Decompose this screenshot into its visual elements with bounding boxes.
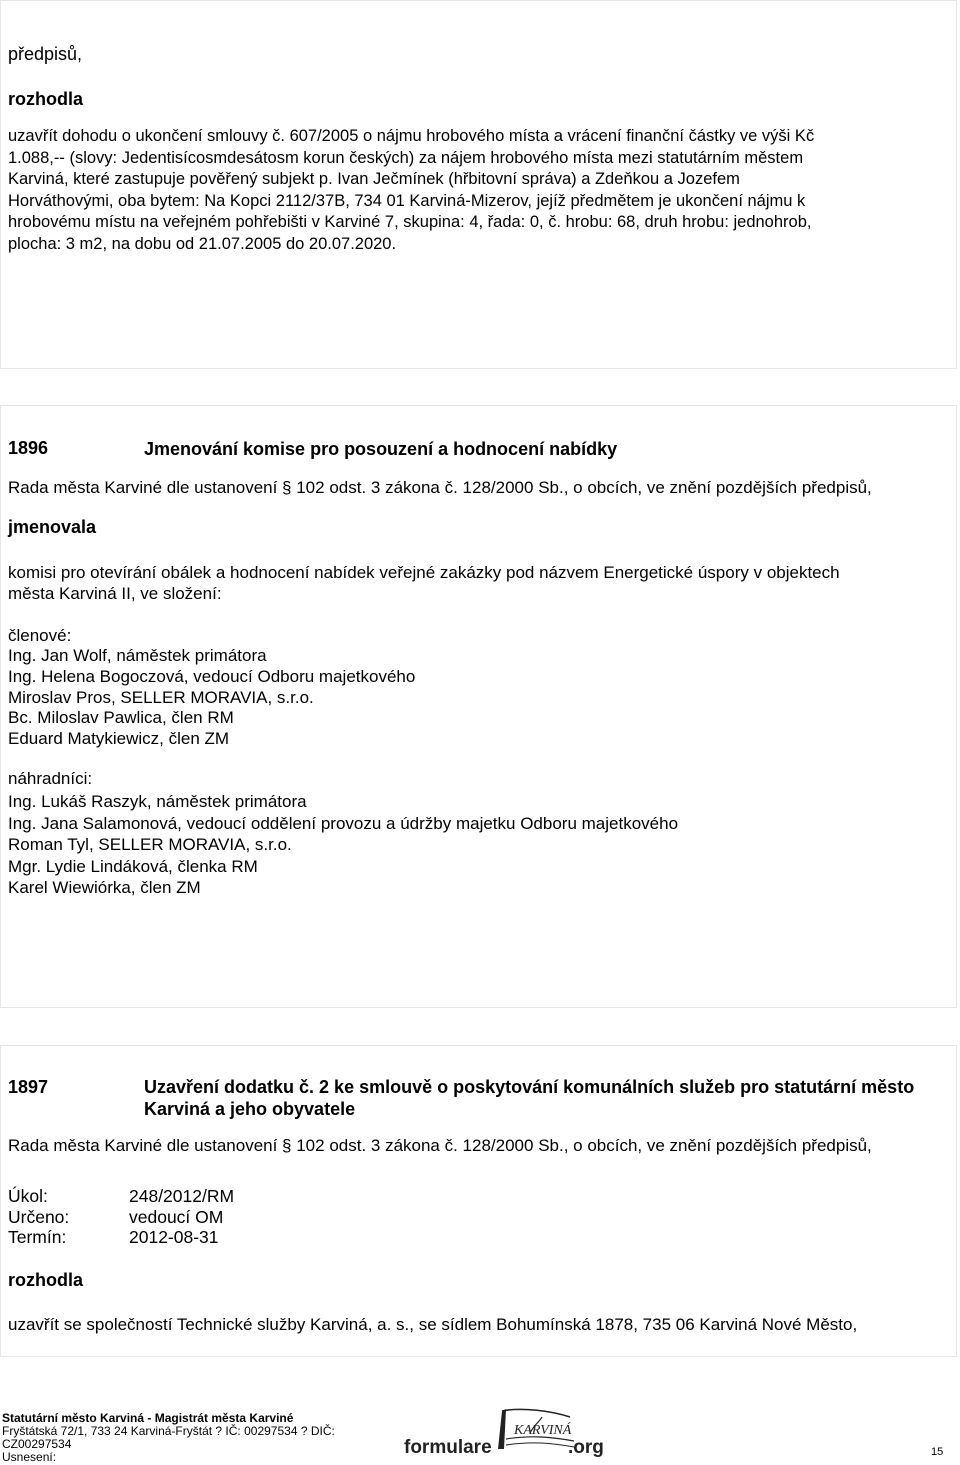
paragraph-line: Horváthovými, oba bytem: Na Kopci 2112/37B, 734 01 Karviná-Mizerov, jejíž předmětem je ukončení nájmu k [8, 191, 806, 210]
member-item: Ing. Helena Bogoczová, vedoucí Odboru majetkového [8, 666, 416, 686]
footer-address: Fryštátská 72/1, 733 24 Karviná-Fryštát ? IČ: 00297534 ? DIČ: [2, 1424, 335, 1438]
footer-org-name: Statutární město Karviná - Magistrát města Karviné [2, 1411, 294, 1425]
resolution-title [144, 1076, 914, 1120]
member-item: Ing. Jan Wolf, náměstek primátora [8, 646, 267, 665]
task-label: Úkol: [8, 1186, 48, 1206]
substitute-item: Karel Wiewiórka, člen ZM [8, 878, 201, 897]
deadline-value: 2012-08-31 [129, 1227, 219, 1247]
substitute-item: Ing. Lukáš Raszyk, náměstek primátora [8, 792, 307, 811]
decision-heading: rozhodla [8, 89, 83, 109]
footer-cut-line: Usnesení: [2, 1450, 57, 1464]
resolution-number: 1897 [8, 1077, 49, 1097]
decision-heading: rozhodla [8, 1270, 83, 1290]
assigned-label: Určeno: [8, 1207, 70, 1227]
paragraph-line: uzavřít dohodu o ukončení smlouvy č. 607/2005 o nájmu hrobového místa a vrácení finanční částky ve výši Kč [8, 127, 815, 145]
decision-heading: jmenovala [8, 517, 97, 537]
paragraph-line: Karviná, které zastupuje pověřený subjekt p. Ivan Ječmínek (hřbitovní správa) a Zdeňkou a Jozefem [8, 170, 740, 188]
title-line: Uzavření dodatku č. 2 ke smlouvě o poskytování komunálních služeb pro statutární město [144, 1077, 915, 1097]
formulare-karvina-logo [402, 1405, 614, 1457]
resolution-title: Jmenování komise pro posouzení a hodnocení nabídky [144, 439, 618, 459]
page-number: 15 [931, 1446, 944, 1458]
resolution-block-1896 [0, 405, 957, 1008]
title-line: Karviná a jeho obyvatele [144, 1099, 356, 1119]
members-list [8, 646, 948, 750]
substitute-item: Roman Tyl, SELLER MORAVIA, s.r.o. [8, 835, 292, 854]
decision-paragraph [8, 126, 948, 255]
footer-dic: CZ00297534 [2, 1437, 72, 1451]
substitute-item: Mgr. Lydie Lindáková, členka RM [8, 856, 258, 876]
assigned-value: vedoucí OM [129, 1207, 224, 1227]
legal-basis-intro: Rada města Karviné dle ustanovení § 102 odst. 3 zákona č. 128/2000 Sb., o obcích, ve znění pozdějších předpisů, [8, 1136, 872, 1155]
logo-text-right: .org [568, 1437, 604, 1457]
logo-text-left: formulare [404, 1437, 492, 1457]
members-label: členové: [8, 626, 72, 645]
resolution-block-previous [0, 0, 957, 369]
resolution-block-1897 [0, 1045, 957, 1357]
paragraph-line: 1.088,-- (slovy: Jedentisícosmdesátosm korun českých) za nájem hrobového místa mezi statutárním městem [8, 148, 804, 167]
resolution-number: 1896 [8, 438, 49, 458]
member-item: Miroslav Pros, SELLER MORAVIA, s.r.o. [8, 687, 314, 707]
paragraph-line: komisi pro otevírání obálek a hodnocení nabídek veřejné zakázky pod názvem Energetické úspory v objektech [8, 563, 840, 582]
line-predpisu: předpisů, [8, 44, 83, 64]
paragraph-line: města Karviná II, ve složení: [8, 583, 222, 603]
member-item: Eduard Matykiewicz, člen ZM [8, 729, 230, 749]
substitutes-label: náhradníci: [8, 769, 93, 788]
logo-graphic-icon [402, 1405, 614, 1457]
logo-text-mid: KARVINÁ [514, 1423, 572, 1438]
commission-text [8, 563, 948, 604]
task-value: 248/2012/RM [129, 1186, 235, 1206]
member-item: Bc. Miloslav Pawlica, člen RM [8, 708, 234, 728]
paragraph-line: hrobovému místu na veřejném pohřebišti v Karviné 7, skupina: 4, řada: 0, č. hrobu: 68, druh hrobu: jednohrob, [8, 213, 812, 231]
substitutes-list [8, 791, 948, 899]
substitute-item: Ing. Jana Salamonová, vedoucí oddělení provozu a údržby majetku Odboru majetkového [8, 813, 679, 833]
legal-basis-intro: Rada města Karviné dle ustanovení § 102 odst. 3 zákona č. 128/2000 Sb., o obcích, ve znění pozdějších předpisů, [8, 478, 872, 497]
deadline-label: Termín: [8, 1227, 67, 1247]
paragraph-line: plocha: 3 m2, na dobu od 21.07.2005 do 20.07.2020. [8, 234, 397, 253]
decision-text: uzavřít se společností Technické služby Karviná, a. s., se sídlem Bohumínská 1878, 735 06 Karviná Nové Město, [8, 1315, 858, 1334]
